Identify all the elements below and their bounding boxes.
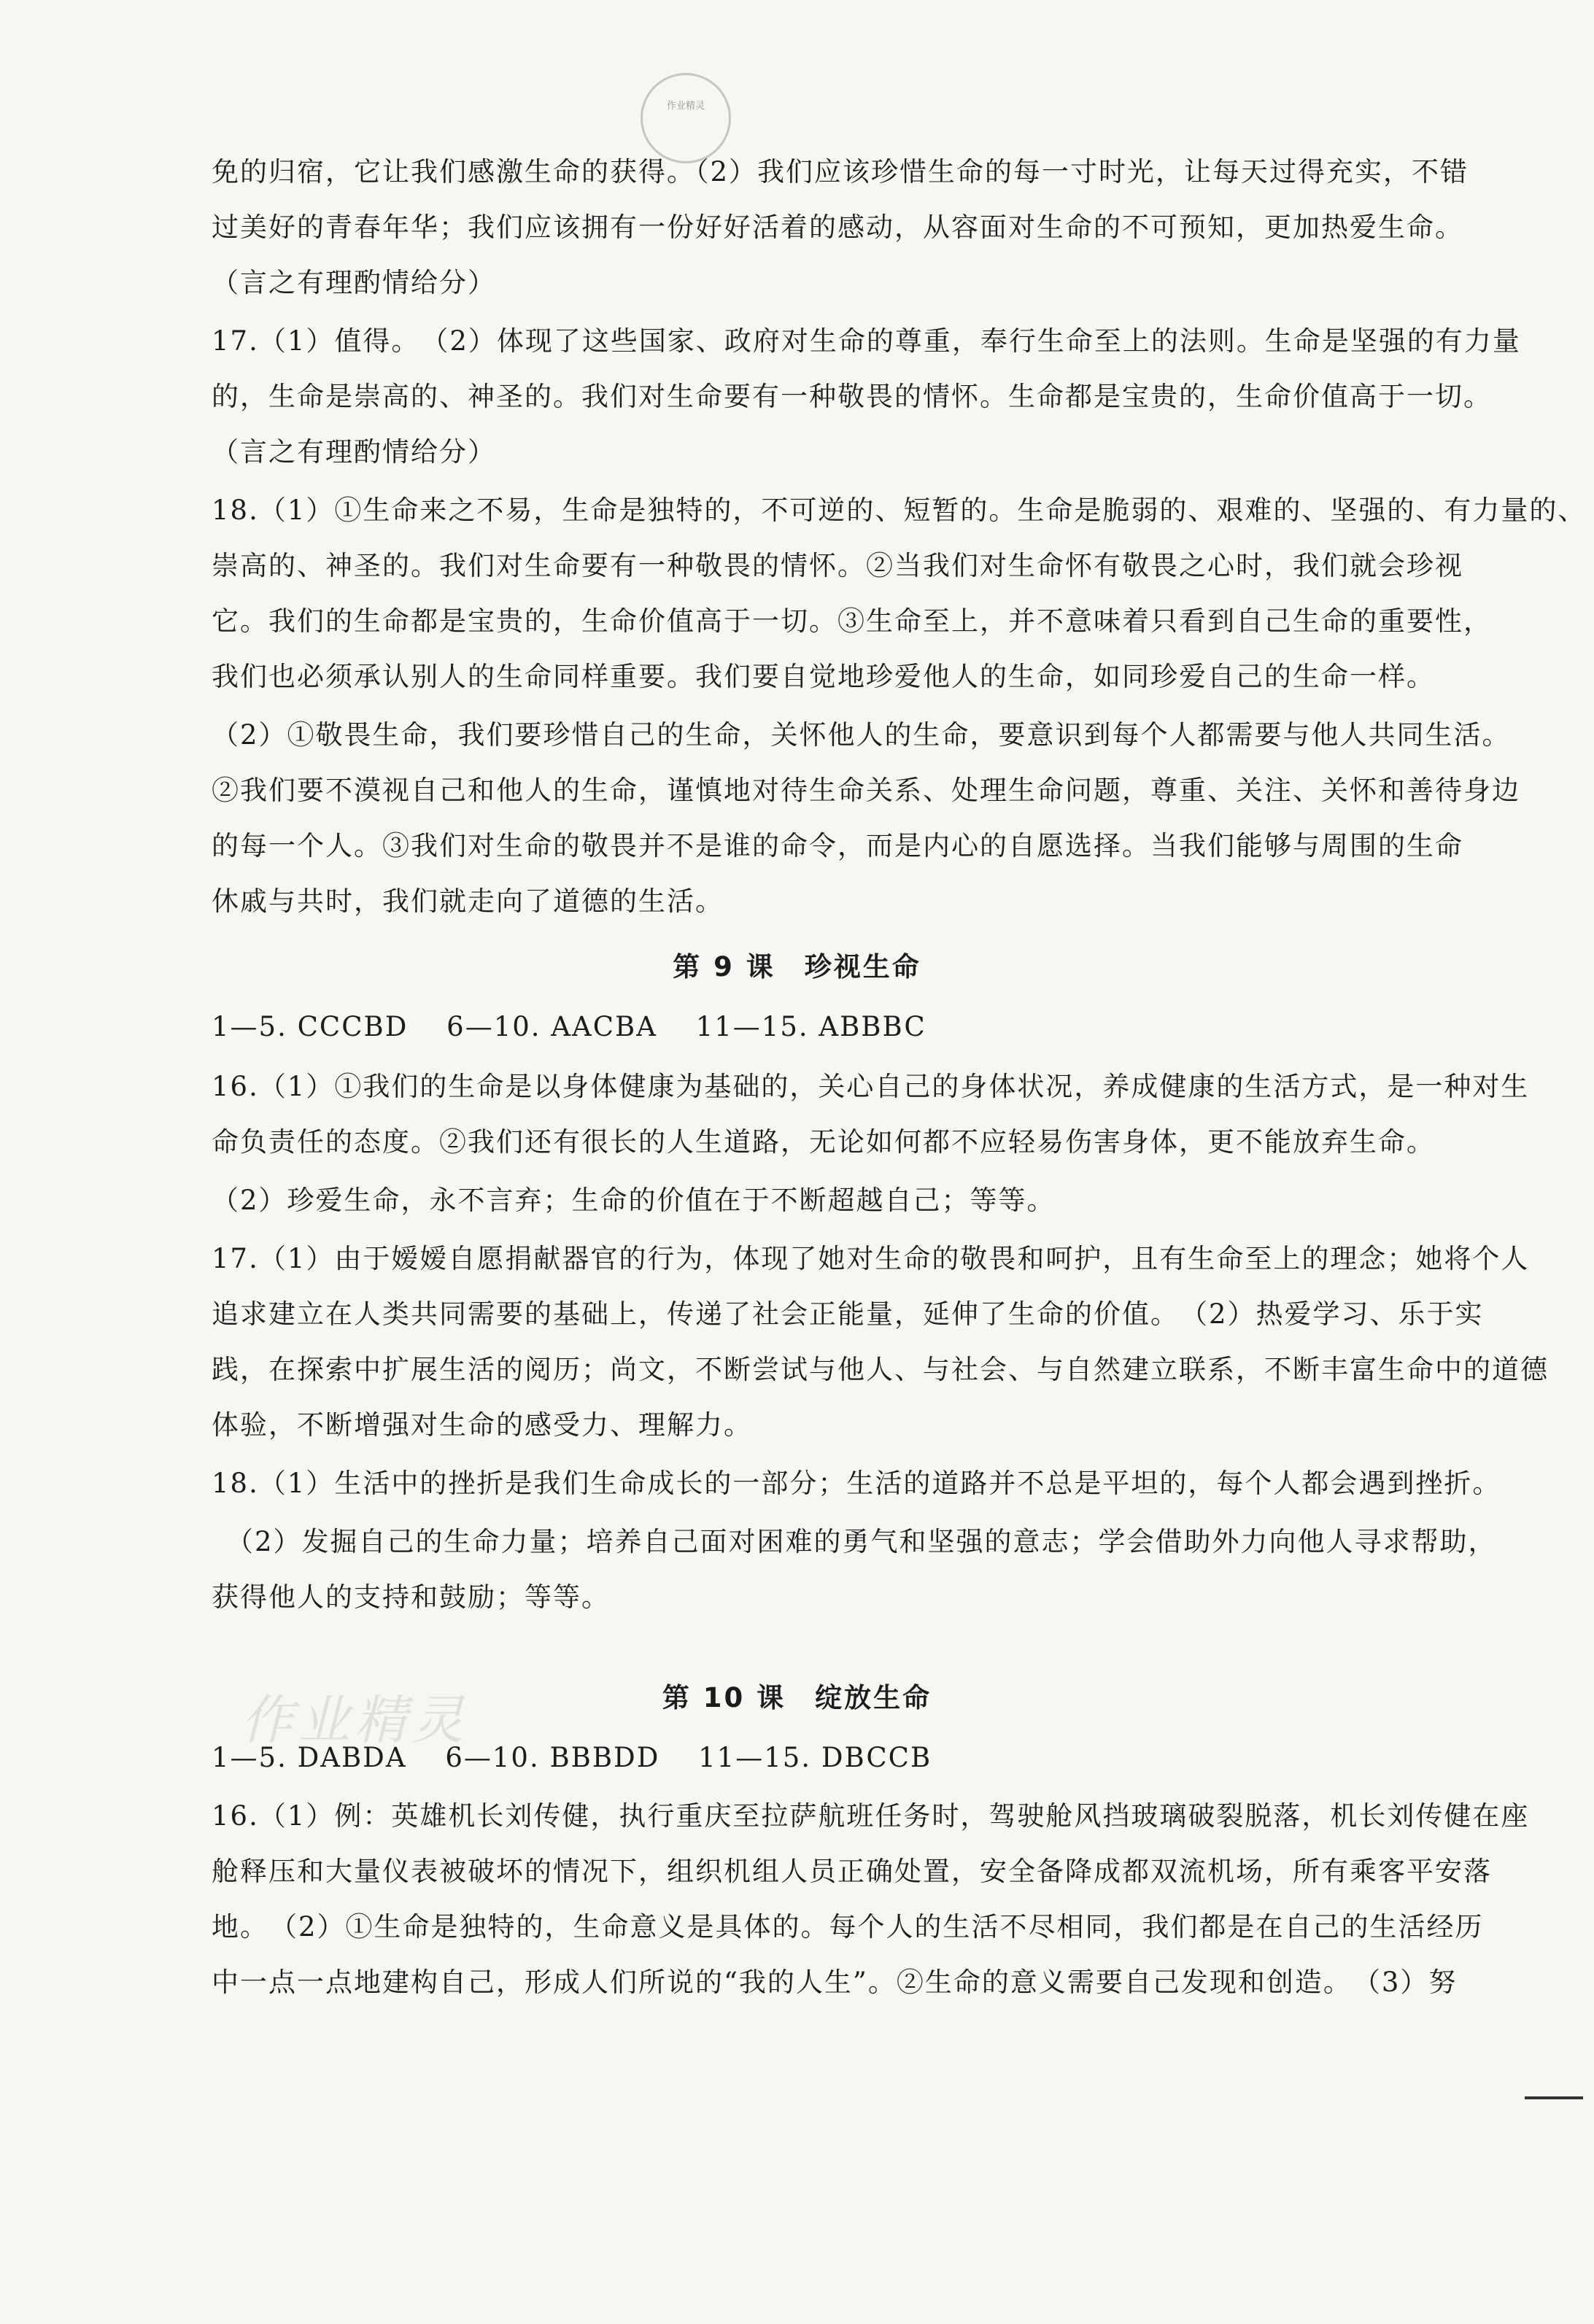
page-edge-mark	[1525, 2096, 1583, 2099]
text-line: （2）发掘自己的生命力量；培养自己面对困难的勇气和坚强的意志；学会借助外力向他人寻求帮助，	[226, 1526, 1497, 1557]
text-line: 追求建立在人类共同需要的基础上，传递了社会正能量，延伸了生命的价值。 （2）热爱学习、乐于实	[212, 1298, 1484, 1330]
answer-key-line: 1—5. DABDA 6—10. BBBDD 11—15. DBCCB	[212, 1742, 932, 1773]
text-line: （2）①敬畏生命，我们要珍惜自己的生命，关怀他人的生命，要意识到每个人都需要与他人共同生活。	[212, 719, 1511, 751]
text-line: 获得他人的支持和鼓励；等等。	[212, 1581, 610, 1613]
text-line: ②我们要不漠视自己和他人的生命，谨慎地对待生命关系、处理生命问题，尊重、关注、关怀和善待身边	[212, 775, 1520, 806]
lesson-10-heading: 第 10 课 绽放生命	[662, 1682, 932, 1713]
text-line: 我们也必须承认别人的生命同样重要。我们要自觉地珍爱他人的生命，如同珍爱自己的生命一样。	[212, 661, 1435, 692]
text-line: 17.（1）由于嫒嫒自愿捐献器官的行为，体现了她对生命的敬畏和呵护，且有生命至上的理念；她将个人	[212, 1243, 1530, 1274]
text-line: 它。我们的生命都是宝贵的，生命价值高于一切。③生命至上，并不意味着只看到自己生命的重要性，	[212, 605, 1492, 637]
text-line: 免的归宿，它让我们感激生命的获得。（2）我们应该珍惜生命的每一寸时光，让每天过得充实，不错	[212, 156, 1469, 187]
text-line: 崇高的、神圣的。我们对生命要有一种敬畏的情怀。②当我们对生命怀有敬畏之心时，我们就会珍视	[212, 550, 1463, 581]
text-line: 践，在探索中扩展生活的阅历；尚文，不断尝试与他人、与社会、与自然建立联系，不断丰富生命中的道德	[212, 1354, 1549, 1385]
text-line: 17.（1）值得。 （2）体现了这些国家、政府对生命的尊重，奉行生命至上的法则。生命是坚强的有力量	[212, 325, 1521, 357]
text-line: 的每一个人。③我们对生命的敬畏并不是谁的命令，而是内心的自愿选择。当我们能够与周围的生命	[212, 830, 1463, 861]
text-line: 的，生命是崇高的、神圣的。我们对生命要有一种敬畏的情怀。生命都是宝贵的，生命价值高于一切。	[212, 381, 1492, 412]
text-line: 18.（1）生活中的挫折是我们生命成长的一部分；生活的道路并不总是平坦的，每个人都会遇到挫折。	[212, 1468, 1501, 1499]
text-line: 命负责任的态度。②我们还有很长的人生道路，无论如何都不应轻易伤害身体，更不能放弃生命。	[212, 1126, 1435, 1158]
text-line: 16.（1）①我们的生命是以身体健康为基础的，关心自己的身体状况，养成健康的生活方式，是一种对生	[212, 1071, 1530, 1102]
text-line: 休戚与共时，我们就走向了道德的生活。	[212, 886, 724, 917]
text-line: 地。 （2）①生命是独特的，生命意义是具体的。每个人的生活不尽相同，我们都是在自己的生活经历	[212, 1911, 1484, 1943]
text-line: 舱释压和大量仪表被破坏的情况下，组织机组人员正确处置，安全备降成都双流机场，所有乘客平安落	[212, 1856, 1492, 1887]
text-line: 过美好的青春年华；我们应该拥有一份好好活着的感动，从容面对生命的不可预知，更加热爱生命。	[212, 212, 1463, 243]
stamp-text: 作业精灵	[666, 101, 705, 112]
text-line: 16.（1）例：英雄机长刘传健，执行重庆至拉萨航班任务时，驾驶舱风挡玻璃破裂脱落，机长刘传健在座	[212, 1800, 1530, 1832]
text-line: （言之有理酌情给分）	[212, 267, 496, 298]
text-line: 体验，不断增强对生命的感受力、理解力。	[212, 1409, 752, 1441]
text-line: （言之有理酌情给分）	[212, 436, 496, 468]
answer-key-line: 1—5. CCCBD 6—10. AACBA 11—15. ABBBC	[212, 1011, 926, 1042]
lesson-9-heading: 第 9 课 珍视生命	[673, 951, 921, 983]
watermark: 作业精灵	[241, 1689, 469, 1751]
stamp-logo	[641, 73, 731, 163]
text-line: （2）珍爱生命，永不言弃；生命的价值在于不断超越自己；等等。	[212, 1185, 1056, 1216]
text-line: 中一点一点地建构自己，形成人们所说的“我的人生”。②生命的意义需要自己发现和创造。 （3）努	[212, 1967, 1458, 1998]
text-line: 18.（1）①生命来之不易，生命是独特的，不可逆的、短暂的。生命是脆弱的、艰难的、坚强的、有力量的、	[212, 495, 1587, 526]
